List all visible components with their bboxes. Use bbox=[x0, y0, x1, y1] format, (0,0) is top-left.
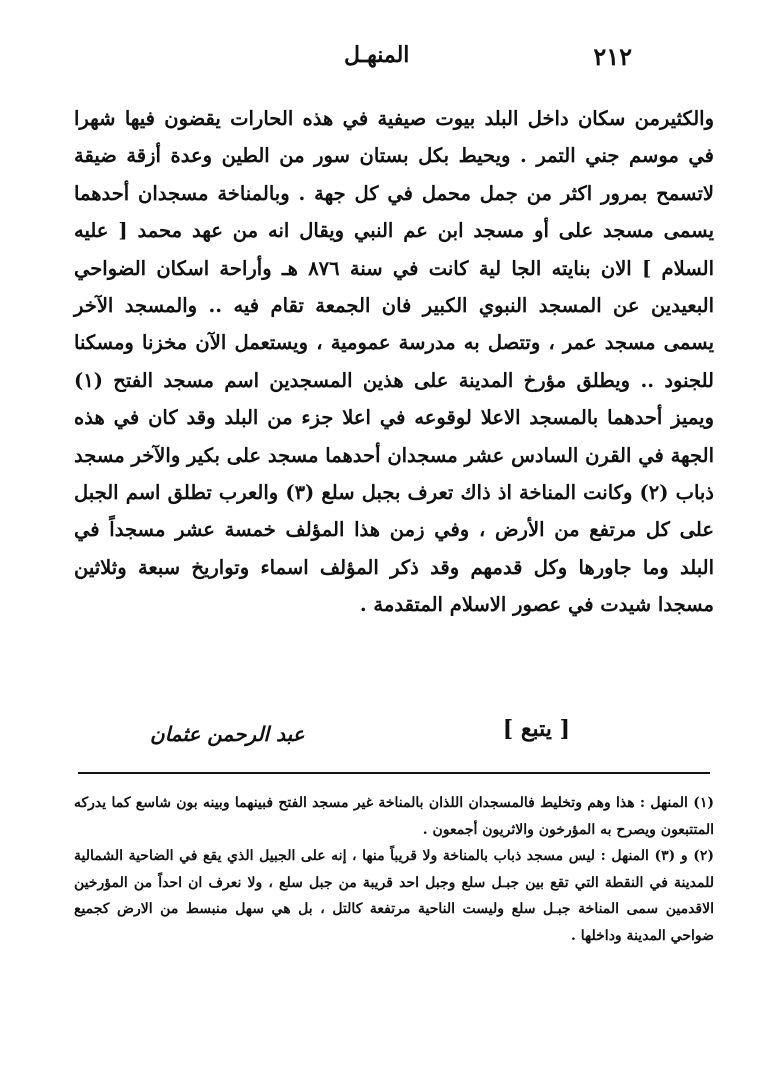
footnote-1: (١) المنهل : هذا وهم وتخليط فالمسجدان اللذان بالمناخة غير مسجد الفتح فبينهما وبينه بون شاسع كما يدركه المتتبعون ويصرح به المؤرخون والاثريون أجمعون . bbox=[74, 795, 714, 838]
page-number: ٢١٢ bbox=[593, 42, 632, 71]
body-paragraph: والكثيرمن سكان داخل البلد بيوت صيفية في هذه الحارات يقضون فيها شهرا في موسم جني التمر . ويحيط بكل بستان سور من الطين وعدة أزقة ضيقة لاتسمح بمرور اكثر من جمل محمل في كل جهة . وبالمناخة مسجدان أحدهما يسمى مسجد على أو مسجد ابن عم النبي ويقال انه من عهد محمد [ عليه السلام ] الان بنايته الجا لية كانت في سنة ٨٧٦ هـ وأراحة اسكان الضواحي البعيدين عن المسجد النبوي الكبير فان الجمعة تقام فيه .. والمسجد الآخر يسمى مسجد عمر ، وتتصل به مدرسة عمومية ، ويستعمل الآن مخزنا ومسكنا للجنود .. ويطلق مؤرخ المدينة على هذين المسجدين اسم مسجد الفتح (١) ويميز أحدهما بالمسجد الاعلا لوقوعه في اعلا جزء من البلد وقد كان في هذه الجهة في القرن السادس عشر مسجدان أحدهما مسجد على بكير والآخر مسجد ذباب (٢) وكانت المناخة اذ ذاك تعرف بجبل سلع (٣) والعرب تطلق اسم الجبل على كل مرتفع من الأرض ، وفي زمن هذا المؤلف خمسة عشر مسجداً في البلد وما جاورها وكل قدمهم وقد ذكر المؤلف اسماء وتواريخ سبعة وثلاثين مسجدا شيدت في عصور الاسلام المتقدمة . bbox=[74, 107, 714, 617]
article-body bbox=[74, 100, 714, 624]
running-title: المنهـل bbox=[344, 42, 410, 68]
author-name: عبد الرحمن عثمان bbox=[150, 722, 305, 746]
signature-row bbox=[150, 716, 570, 760]
footnotes bbox=[74, 790, 714, 949]
to-be-continued-label: [ يتبع ] bbox=[502, 716, 570, 742]
footnote-divider bbox=[78, 772, 710, 774]
footnote-2: (٢) و (٣) المنهل : ليس مسجد ذباب بالمناخة ولا قريباً منها ، إنه على الجبيل الذي يقع في الضاحية الشمالية للمدينة في النقطة التي تقع بين جبـل سلع وجبل احد قريبة من جبل سلع ، ولا نعرف ان احداً من المؤرخين الاقدمين سمى المناخة جبـل سلع وليست الناحية مرتفعة كالتل ، بل هي سهل منبسط من الارض كجميع ضواحي المدينة وداخلها . bbox=[74, 848, 714, 944]
page-header bbox=[0, 42, 768, 74]
